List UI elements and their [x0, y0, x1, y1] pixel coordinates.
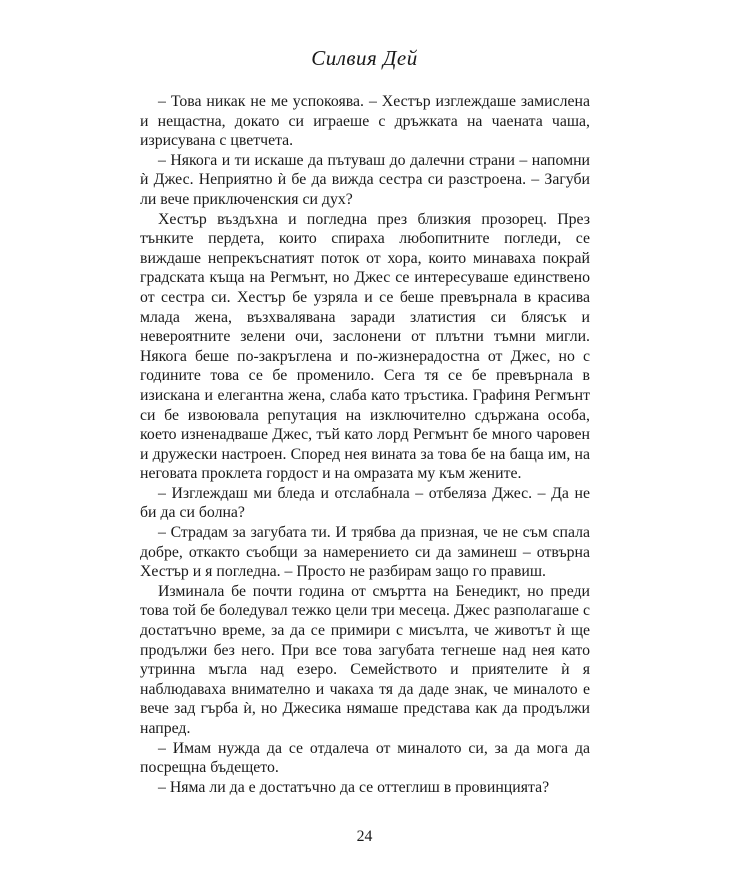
paragraph: – Страдам за загубата ти. И трябва да призная, че не съм спала добре, откакто съобщи за намерението си да заминеш – отвърна Хестър и я погледна. – Просто не разбирам защо го правиш. — [140, 524, 590, 581]
paragraph: – Някога и ти искаше да пътуваш до далечни страни – напомни ѝ Джес. Неприятно ѝ бе да вижда сестра си разстроена. – Загуби ли вече приключенския си дух? — [140, 151, 590, 208]
paragraph: – Няма ли да е достатъчно да се оттеглиш в провинцията? — [158, 778, 550, 796]
body-text — [140, 92, 590, 797]
paragraph: Хестър въздъхна и погледна през близкия прозорец. През тънките пердета, които спираха любопитните погледи, се виждаше непрекъснатият поток от хора, които минаваха покрай градската къща на Регмънт, но Джес се интересуваше единствено от сестра си. Хестър бе узряла и се беше превърнала в красива млада жена, възхвалявана заради златистия си блясък и невероятните зелени очи, заслонени от плътни тъмни мигли. Някога беше по-закръглена и по-жизнерадостна от Джес, но с годините това се бе променило. Сега тя се бе превърнала в изискана и елегантна жена, слаба като тръстика. Графиня Регмънт си бе извоювала репутация на изключително сдържана особа, което изненадваше Джес, тъй като лорд Регмънт бе много чаровен и дружески настроен. Според нея вината за това бе на баща им, на неговата проклета гордост и на омразата му към жените. — [140, 210, 590, 483]
running-head-author: Силвия Дей — [311, 46, 418, 70]
paragraph: – Това никак не ме успокоява. – Хестър изглеждаше замислена и нещастна, докато си играеше с дръжката на чаената чаша, изрисувана с цветчета. — [140, 93, 590, 150]
paragraph: – Изглеждаш ми бледа и отслабнала – отбеляза Джес. – Да не би да си болна? — [140, 484, 590, 522]
page-number: 24 — [356, 828, 373, 845]
paragraph: Изминала бе почти година от смъртта на Бенедикт, но преди това той бе боледувал тежко цели три месеца. Джес разполагаше с достатъчно време, за да се примири с мисълта, че животът ѝ ще продължи без него. При все това загубата тегнеше над нея като утринна мъгла над езеро. Семейството и приятелите ѝ я наблюдаваха внимателно и чакаха тя да даде знак, че миналото е вече зад гърба ѝ, но Джесика нямаше представа как да продължи напред. — [140, 582, 590, 737]
paragraph: – Имам нужда да се отдалеча от миналото си, за да мога да посрещна бъдещето. — [140, 739, 590, 777]
